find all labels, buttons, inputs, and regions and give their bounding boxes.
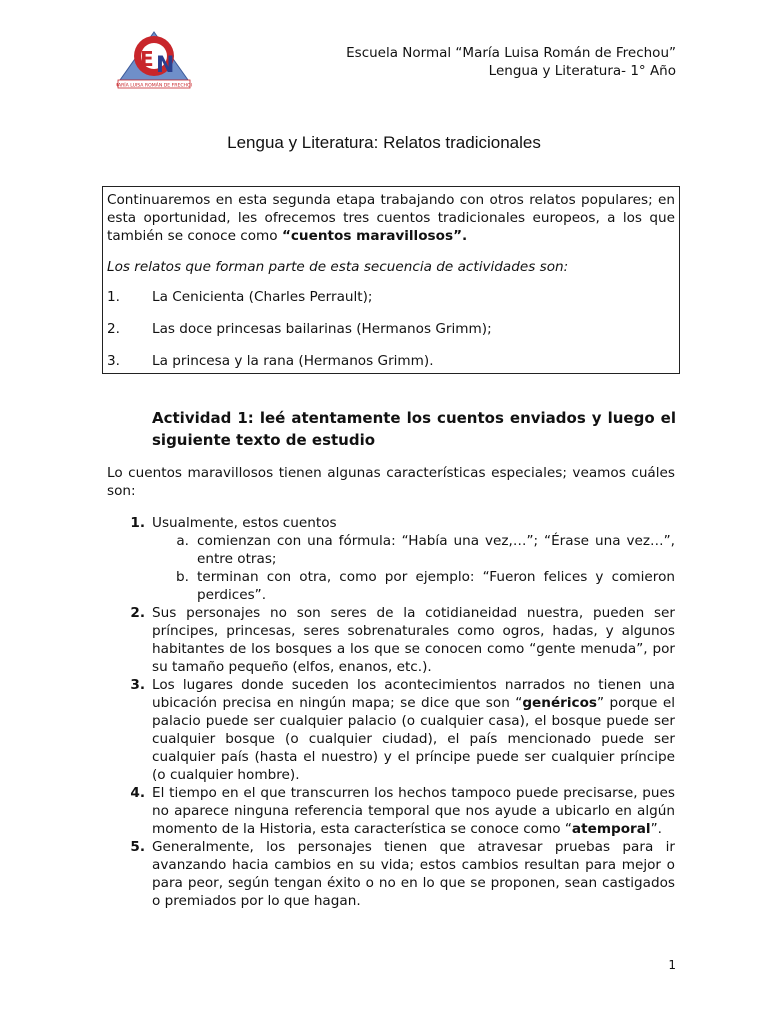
story-item: 2. Las doce princesas bailarinas (Hermanos Grimm); bbox=[107, 321, 492, 337]
page-title: Lengua y Literatura: Relatos tradicionales bbox=[227, 133, 541, 152]
intro-box bbox=[102, 186, 680, 374]
characteristic-item: 5. Generalmente, los personajes tienen que atravesar pruebas para ir avanzando hacia cambios en su vida; estos cambios resultan para mejor o para peor, según tengan éxito o no en lo que se proponen, sean castigados o premiados por lo que hagan. bbox=[130, 839, 675, 909]
sub-item: a. comienzan con una fórmula: “Había una vez,…”; “Érase una vez…”, entre otras; bbox=[176, 533, 675, 567]
characteristic-item: 1. Usualmente, estos cuentos a. comienzan con una fórmula: “Había una vez,…”; “Érase una vez…”, entre otras; b. terminan con otra, como por ejemplo: “Fueron felices y comieron perdices”. bbox=[130, 515, 675, 603]
activity-title: Actividad 1: leé atentamente los cuentos enviados y luego el siguiente texto de estudio bbox=[152, 409, 676, 449]
svg-text:N: N bbox=[156, 53, 175, 78]
characteristic-item: 3. Los lugares donde suceden los acontecimientos narrados no tienen una ubicación precisa en ningún mapa; se dice que son “genéricos” porque el palacio puede ser cualquier palacio (o cualquier casa), el bosque puede ser cualquier bosque (o cualquier ciudad), el país mencionado puede ser cualquier país (hasta el nuestro) y el príncipe puede ser cualquier príncipe (o cualquier hombre). bbox=[130, 677, 675, 783]
story-list bbox=[107, 288, 675, 370]
intro-paragraph: Continuaremos en esta segunda etapa trabajando con otros relatos populares; en esta oportunidad, les ofrecemos tres cuentos tradicionales europeos, a los que también se conoce como “cuentos maravillosos”. bbox=[107, 192, 675, 244]
story-item: 1. La Cenicienta (Charles Perrault); bbox=[107, 289, 373, 305]
svg-text:E: E bbox=[140, 47, 154, 71]
course-name: Lengua y Literatura- 1° Año bbox=[488, 63, 676, 79]
intro-subtitle: Los relatos que forman parte de esta secuencia de actividades son: bbox=[107, 259, 569, 275]
characteristics-list bbox=[107, 514, 675, 910]
school-logo bbox=[116, 26, 192, 90]
intro-highlight: “cuentos maravillosos”. bbox=[281, 228, 468, 244]
school-name: Escuela Normal “María Luisa Román de Frechou” bbox=[346, 45, 676, 61]
lead-paragraph: Lo cuentos maravillosos tienen algunas características especiales; veamos cuáles son: bbox=[107, 465, 675, 499]
document-header bbox=[346, 44, 676, 80]
characteristic-item: 2. Sus personajes no son seres de la cotidianeidad nuestra, pueden ser príncipes, princesas, seres sobrenaturales como ogros, hadas, y algunos habitantes de los bosques a los que se conocen como “gente menuda”, por su tamaño pequeño (elfos, enanos, etc.). bbox=[130, 605, 675, 675]
story-item: 3. La princesa y la rana (Hermanos Grimm). bbox=[107, 353, 434, 369]
sub-item: b. terminan con otra, como por ejemplo: “Fueron felices y comieron perdices”. bbox=[176, 569, 675, 603]
sub-list bbox=[152, 532, 675, 604]
characteristic-item: 4. El tiempo en el que transcurren los hechos tampoco puede precisarse, pues no aparece ninguna referencia temporal que nos ayude a ubicarlo en algún momento de la Historia, esta característica se conoce como “atemporal”. bbox=[130, 785, 675, 837]
logo-caption: MARÍA LUISA ROMÁN DE FRECHOU bbox=[116, 83, 192, 89]
page-number: 1 bbox=[668, 958, 676, 972]
